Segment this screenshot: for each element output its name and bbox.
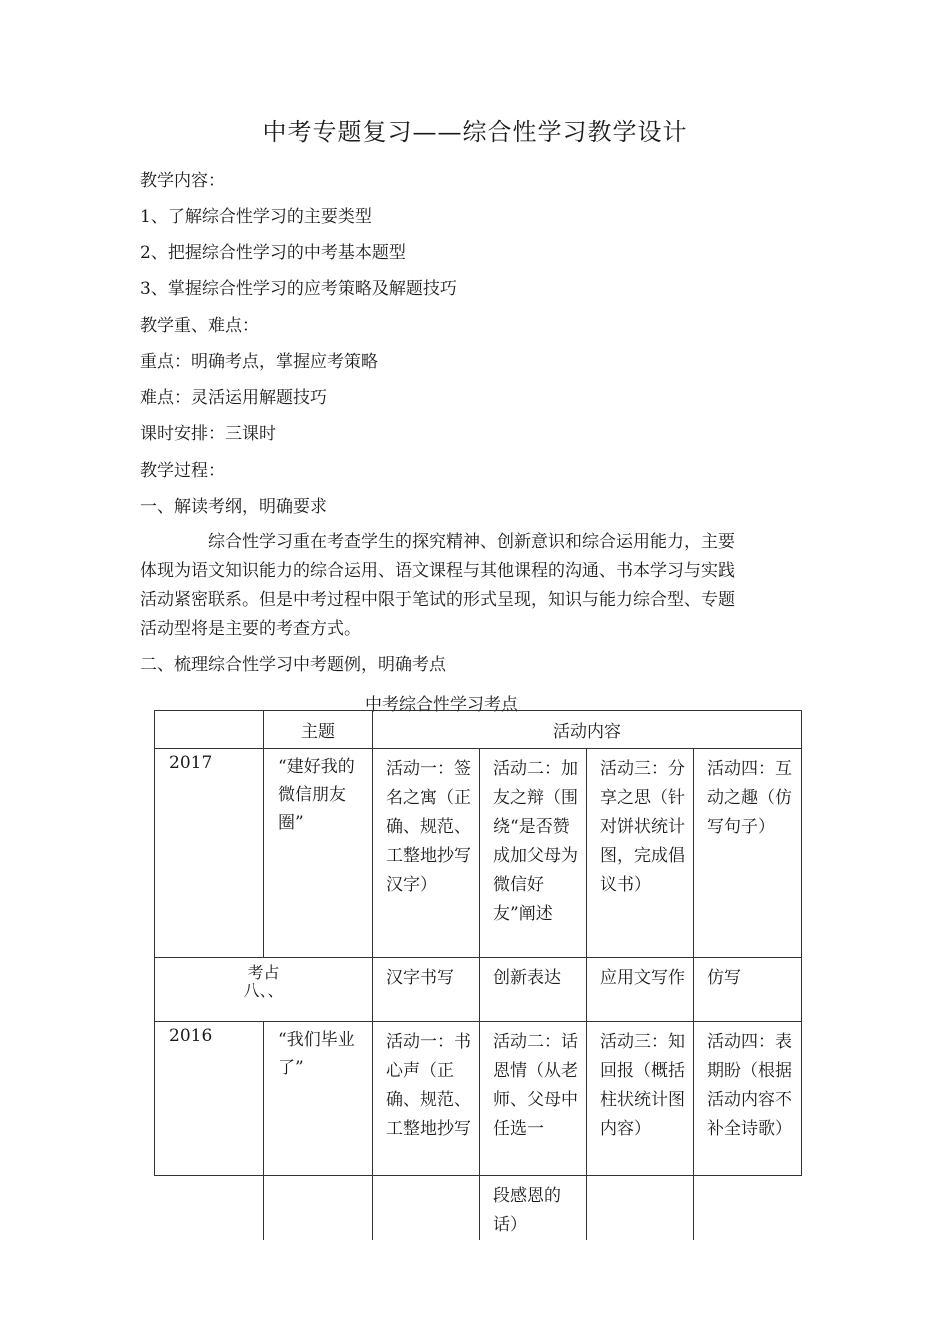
section-1-heading: 一、解读考纲，明确要求 bbox=[140, 497, 327, 517]
table-row-continued bbox=[155, 1176, 802, 1241]
exam-point-cell: 应用文写作 bbox=[587, 958, 694, 1022]
page-title: 中考专题复习——综合性学习教学设计 bbox=[262, 118, 688, 146]
exam-points-table bbox=[154, 710, 802, 1240]
paragraph-line: 综合性学习重在考查学生的探究精神、创新意识和综合运用能力，主要 bbox=[140, 532, 735, 552]
empty-cell bbox=[373, 1176, 480, 1241]
theme-cell: “建好我的微信朋友圈” bbox=[264, 749, 373, 958]
heading-teaching-content: 教学内容： bbox=[140, 171, 225, 191]
empty-cell bbox=[264, 1176, 373, 1241]
activity-cell: 活动二：加友之辩（围绕“是否赞成加父母为微信好友”阐述 bbox=[480, 749, 587, 958]
activity-cell: 活动一：书心声（正确、规范、工整地抄写 bbox=[373, 1022, 480, 1176]
difficult-point: 难点：灵活运用解题技巧 bbox=[140, 388, 327, 408]
exam-point-cell: 创新表达 bbox=[480, 958, 587, 1022]
table-row-2016 bbox=[155, 1022, 802, 1176]
header-blank-cell bbox=[155, 711, 264, 749]
exam-point-cell: 汉字书写 bbox=[373, 958, 480, 1022]
activity-cell: 活动一：签名之寓（正确、规范、工整地抄写汉字） bbox=[373, 749, 480, 958]
activity-cell: 活动三：知回报（概括柱状统计图内容） bbox=[587, 1022, 694, 1176]
exam-points-label-line: 八、、 bbox=[243, 981, 284, 1000]
empty-cell bbox=[155, 1176, 264, 1241]
heading-key-points: 教学重、难点： bbox=[140, 316, 259, 336]
activity-continued-cell: 段感恩的话） bbox=[480, 1176, 587, 1241]
content-item-2: 2、把握综合性学习的中考基本题型 bbox=[140, 243, 406, 263]
content-item-1: 1、了解综合性学习的主要类型 bbox=[140, 207, 372, 227]
paragraph-line: 活动紧密联系。但是中考过程中限于笔试的形式呈现，知识与能力综合型、专题 bbox=[140, 590, 735, 610]
content-item-3: 3、掌握综合性学习的应考策略及解题技巧 bbox=[140, 279, 457, 299]
activity-cell: 活动二：话恩情（从老师、父母中任选一 bbox=[480, 1022, 587, 1176]
empty-cell bbox=[694, 1176, 802, 1241]
theme-cell: “我们毕业了” bbox=[264, 1022, 373, 1176]
header-theme: 主题 bbox=[264, 711, 373, 749]
section-2-heading: 二、梳理综合性学习中考题例，明确考点 bbox=[140, 655, 446, 675]
activity-cell: 活动三：分享之思（针对饼状统计图，完成倡议书） bbox=[587, 749, 694, 958]
activity-cell: 活动四：互动之趣（仿写句子） bbox=[694, 749, 802, 958]
year-cell: 2017 bbox=[155, 749, 264, 958]
paragraph-line: 活动型将是主要的考查方式。 bbox=[140, 619, 361, 639]
year-cell: 2016 bbox=[155, 1022, 264, 1176]
exam-points-label bbox=[155, 958, 373, 1022]
key-point: 重点：明确考点，掌握应考策略 bbox=[140, 352, 378, 372]
header-activities: 活动内容 bbox=[373, 711, 802, 749]
empty-cell bbox=[587, 1176, 694, 1241]
exam-points-label-line: 考占 bbox=[247, 963, 280, 982]
class-schedule: 课时安排：三课时 bbox=[140, 424, 276, 444]
section-1-paragraph bbox=[140, 528, 812, 644]
table-caption: 中考综合性学习考点 bbox=[365, 695, 518, 715]
table-header-row bbox=[155, 711, 802, 749]
paragraph-line: 体现为语文知识能力的综合运用、语文课程与其他课程的沟通、书本学习与实践 bbox=[140, 561, 735, 581]
heading-teaching-process: 教学过程： bbox=[140, 461, 225, 481]
activity-cell: 活动四：表期盼（根据活动内容不补全诗歌） bbox=[694, 1022, 802, 1176]
exam-point-cell: 仿写 bbox=[694, 958, 802, 1022]
table-row-2017 bbox=[155, 749, 802, 958]
table-row-exam-points bbox=[155, 958, 802, 1022]
